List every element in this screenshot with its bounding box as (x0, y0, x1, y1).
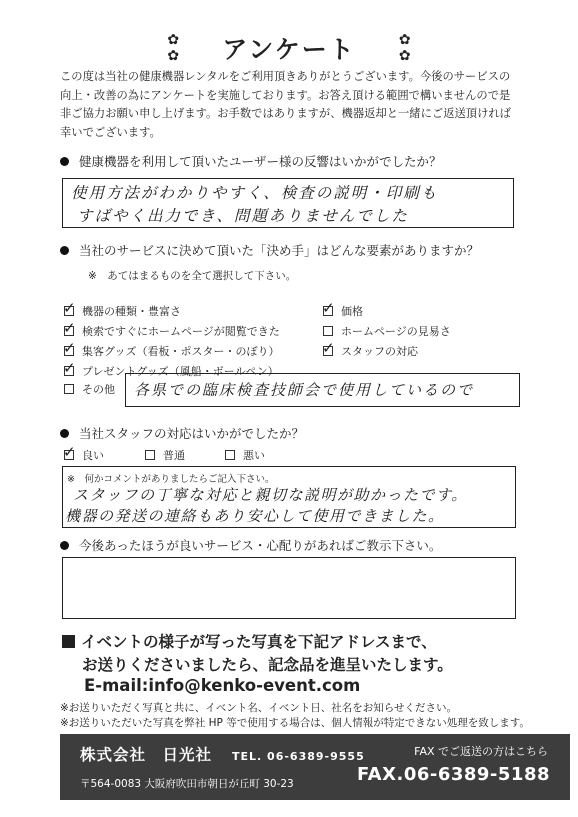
checkbox[interactable] (225, 450, 235, 460)
q2-option[interactable] (323, 323, 451, 339)
question-1-label: 健康機器を利用して頂いたユーザー様の反響はいかがでしたか？ (79, 154, 442, 169)
event-note: ※お送りいただく写真と共に、イベント名、イベント日、社名をお知らせください。 (60, 702, 457, 714)
option-label: ホームページの見易さ (341, 325, 451, 338)
flower-icon: ✿ ✿ (167, 32, 180, 64)
q2-other-box[interactable] (125, 373, 520, 407)
option-label: その他 (82, 383, 115, 396)
checkbox[interactable] (323, 326, 333, 336)
checkmark-icon: ✓ (63, 299, 76, 317)
checkbox[interactable] (63, 299, 76, 317)
bullet-icon (60, 157, 69, 166)
option-label: 価格 (341, 305, 363, 318)
checkbox[interactable] (64, 384, 74, 394)
option-label: 集客グッズ（看板・ポスター・のぼり） (82, 345, 280, 358)
question-3-label: 当社スタッフの対応はいかがでしたか？ (79, 426, 305, 441)
checkbox[interactable] (322, 299, 335, 317)
q2-other-answer: 各県での臨床検査技師会で使用しているので (134, 381, 475, 399)
q3-option[interactable] (225, 447, 265, 463)
question-2-label: 当社のサービスに決めて頂いた「決め手」はどんな要素がありますか？ (79, 243, 480, 258)
flower-icon: ✿ ✿ (398, 32, 411, 64)
checkbox[interactable] (322, 339, 335, 357)
event-line-2: お送りくださいましたら、記念品を進呈いたします。 (82, 656, 453, 674)
checkmark-icon: ✓ (322, 299, 335, 317)
checkmark-icon: ✓ (63, 339, 76, 357)
q3-option[interactable] (145, 447, 185, 463)
intro-line: 向上・改善の為にアンケートを実施しております。お答え頂ける範囲で構いませんので是 (60, 88, 511, 102)
event-email[interactable]: E-mail:info@kenko-event.com (84, 676, 361, 695)
q2-option-other[interactable] (64, 381, 115, 397)
q2-option[interactable] (63, 299, 181, 319)
q3-comment-box[interactable] (62, 466, 516, 528)
q1-answer-line: すばやく出力でき、問題ありませんでした (77, 207, 409, 225)
question-3 (60, 424, 304, 442)
checkbox[interactable] (63, 359, 76, 377)
q2-option[interactable] (63, 319, 280, 339)
q2-option[interactable] (322, 339, 418, 359)
intro-line: 非ご協力お願い申し上げます。お手数ではありますが、機器返却と一緒にご返送頂ければ (60, 107, 511, 120)
option-label: プレゼントグッズ（風船・ボールペン） (82, 365, 279, 378)
q2-option[interactable] (322, 299, 363, 319)
intro-line: 幸いでございます。 (60, 125, 161, 139)
bullet-icon (60, 541, 69, 550)
q1-answer-box[interactable] (62, 178, 514, 228)
checkbox[interactable] (63, 443, 76, 461)
question-4-label: 今後あったほうが良いサービス・心配りがあればご教示下さい。 (79, 538, 442, 553)
question-1 (60, 152, 442, 170)
fax-note: FAX でご返送の方はこちら (414, 745, 548, 758)
bullet-icon (60, 429, 69, 438)
event-note: ※お送りいただいた写真を弊社 HP 等で使用する場合は、個人情報が特定できない処理を致します。 (60, 717, 530, 729)
q3-comment-line: 機器の発送の連絡もあり安心して使用できました。 (65, 507, 445, 525)
intro-text (60, 68, 530, 142)
checkmark-icon: ✓ (322, 339, 335, 357)
option-label: 普通 (163, 449, 185, 462)
bullet-icon (60, 246, 69, 255)
option-label: 検索ですぐにホームページが閲覧できた (82, 325, 280, 338)
company-address: 〒564-0083 大阪府吹田市朝日が丘町 30-23 (80, 778, 294, 790)
q2-option[interactable] (63, 339, 280, 359)
footer-bar (60, 734, 570, 800)
company-name: 株式会社 日光社 (80, 746, 213, 764)
q3-option[interactable] (63, 443, 104, 463)
page-title: アンケート (222, 35, 356, 64)
q2-note: ※ あてはまるものを全て選択して下さい。 (88, 270, 297, 282)
intro-line: この度は当社の健康機器レンタルをご利用頂きありがとうございます。今後のサービスの (60, 70, 511, 83)
q4-answer-box[interactable] (62, 557, 516, 619)
option-label: 機器の種類・豊富さ (82, 305, 181, 318)
option-label: スタッフの対応 (341, 345, 418, 358)
q3-comment-line: スタッフの丁寧な対応と親切な説明が助かったです。 (73, 486, 468, 504)
checkbox[interactable] (145, 450, 155, 460)
q1-answer-line: 使用方法がわかりやすく、検査の説明・印刷も (71, 184, 439, 202)
checkmark-icon: ✓ (63, 319, 76, 337)
square-bullet-icon (62, 635, 75, 648)
checkbox[interactable] (63, 319, 76, 337)
option-label: 良い (82, 449, 104, 462)
company-tel: TEL. 06-6389-9555 (232, 750, 365, 763)
question-4 (60, 536, 441, 554)
option-label: 悪い (243, 449, 265, 462)
fax-number: FAX.06-6389-5188 (356, 764, 550, 785)
question-2 (60, 241, 479, 259)
checkmark-icon: ✓ (63, 359, 76, 377)
event-text: イベントの様子が写った写真を下記アドレスまで、 (81, 633, 437, 651)
title-row (0, 30, 578, 66)
q3-comment-prompt: ※ 何かコメントがありましたらご記入下さい。 (67, 474, 275, 485)
checkbox[interactable] (63, 339, 76, 357)
checkmark-icon: ✓ (63, 443, 76, 461)
company-info (80, 743, 365, 765)
event-line-1 (62, 630, 437, 652)
